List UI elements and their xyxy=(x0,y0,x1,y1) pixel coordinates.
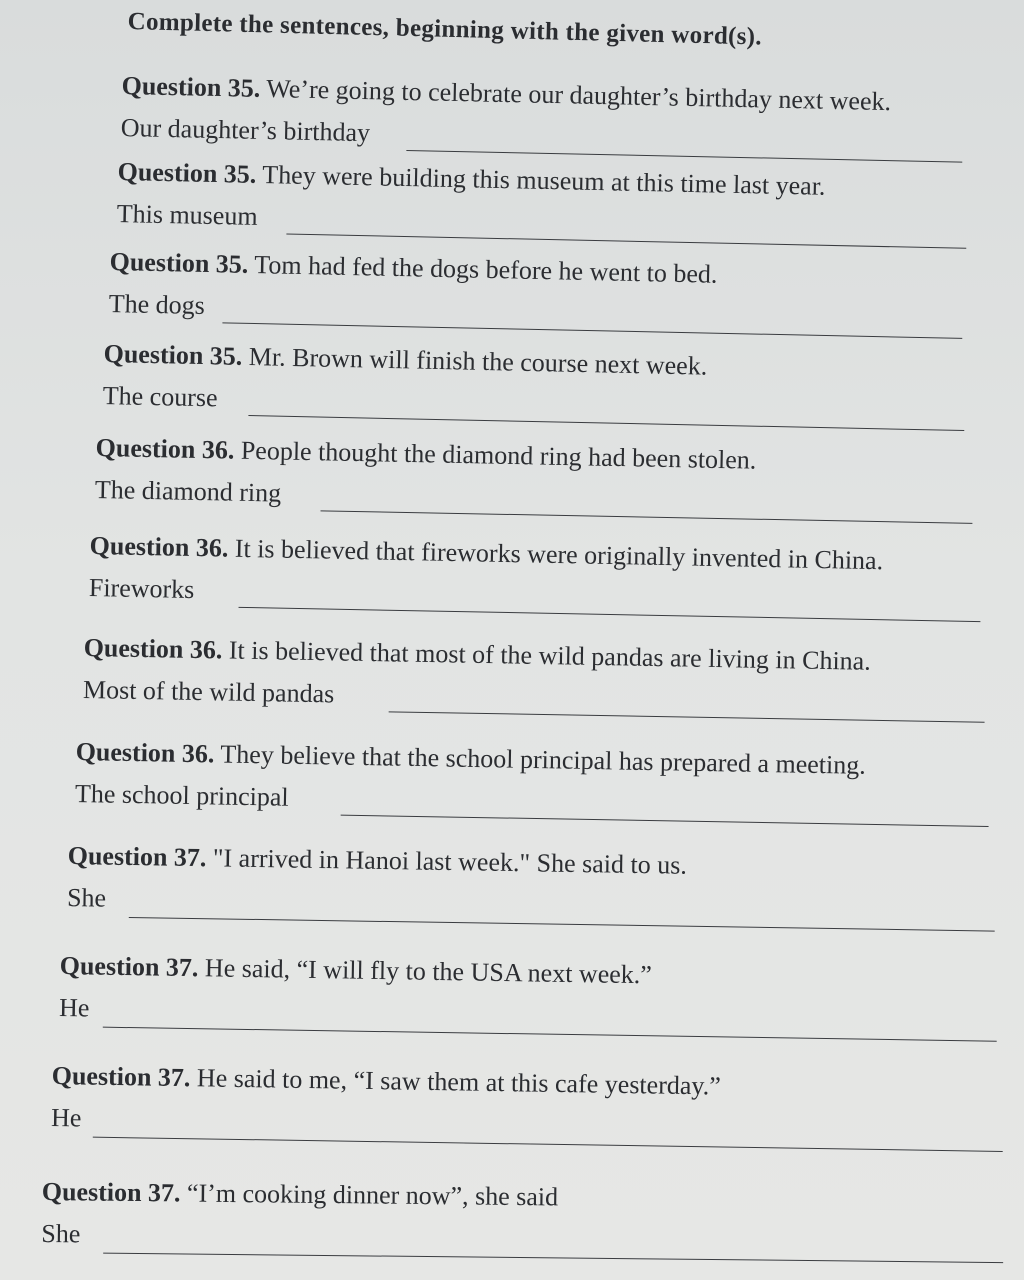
question-text: He said to me, “I saw them at this cafe yesterday.” xyxy=(196,1063,721,1101)
question-text: It is believed that fireworks were originally invented in China. xyxy=(234,533,884,576)
question-text: He said, “I will fly to the USA next week.” xyxy=(204,953,653,990)
question-item xyxy=(67,840,687,932)
question-label: Question 37. xyxy=(67,840,207,873)
question-label: Question 37. xyxy=(59,950,199,983)
answer-blank-line[interactable] xyxy=(389,711,985,722)
question-item xyxy=(83,632,871,728)
question-text: They were building this museum at this time last year. xyxy=(262,160,826,201)
question-item xyxy=(59,950,652,1041)
answer-row xyxy=(59,988,652,1041)
question-item xyxy=(116,156,826,253)
answer-row xyxy=(94,470,755,527)
question-prompt xyxy=(109,246,717,291)
question-label: Question 35. xyxy=(121,70,261,103)
answer-row xyxy=(67,878,687,932)
question-text: “I’m cooking dinner now”, she said xyxy=(186,1178,559,1212)
answer-row xyxy=(88,568,882,627)
answer-row xyxy=(51,1098,721,1153)
answer-blank-line[interactable] xyxy=(239,607,981,622)
question-label: Question 36. xyxy=(95,432,235,465)
question-prompt xyxy=(67,840,687,882)
answer-row xyxy=(102,376,707,433)
instruction-heading: Complete the sentences, beginning with the given word(s). xyxy=(127,8,763,51)
question-item xyxy=(75,736,866,832)
answer-row xyxy=(83,670,871,728)
answer-blank-line[interactable] xyxy=(93,1137,1003,1152)
answer-blank-line[interactable] xyxy=(286,234,966,249)
answer-blank-line[interactable] xyxy=(129,917,995,932)
question-text: Mr. Brown will finish the course next week. xyxy=(248,342,708,381)
question-text: It is believed that most of the wild pandas are living in China. xyxy=(228,635,871,676)
question-label: Question 35. xyxy=(103,338,243,371)
answer-row xyxy=(116,194,825,253)
question-text: They believe that the school principal has prepared a meeting. xyxy=(220,739,867,780)
question-item xyxy=(120,70,891,168)
answer-blank-line[interactable] xyxy=(103,1027,997,1042)
answer-stem: Most of the wild pandas xyxy=(82,674,335,709)
question-label: Question 35. xyxy=(109,246,249,279)
answer-stem: He xyxy=(58,992,90,1023)
question-label: Question 37. xyxy=(41,1177,181,1208)
answer-stem: The school principal xyxy=(74,778,289,812)
answer-stem: She xyxy=(66,882,107,913)
answer-blank-line[interactable] xyxy=(248,415,964,431)
question-item xyxy=(88,530,883,627)
question-item xyxy=(102,338,707,433)
answer-stem: He xyxy=(50,1102,82,1133)
question-text: We’re going to celebrate our daughter’s birthday next week. xyxy=(266,74,892,117)
answer-row xyxy=(108,284,717,341)
answer-stem: Fireworks xyxy=(88,572,195,605)
question-prompt xyxy=(103,338,707,383)
answer-row xyxy=(41,1214,558,1263)
answer-stem: This museum xyxy=(116,198,258,231)
question-text: "I arrived in Hanoi last week." She said to us. xyxy=(212,843,688,880)
answer-stem: She xyxy=(41,1218,81,1249)
answer-blank-line[interactable] xyxy=(321,510,973,524)
answer-stem: Our daughter’s birthday xyxy=(120,112,371,148)
answer-stem: The dogs xyxy=(108,288,206,320)
question-prompt xyxy=(95,432,756,477)
answer-blank-line[interactable] xyxy=(406,150,962,163)
question-text: Tom had fed the dogs before he went to bed. xyxy=(254,250,718,289)
question-label: Question 37. xyxy=(51,1060,191,1093)
question-label: Question 36. xyxy=(75,736,215,769)
question-text: People thought the diamond ring had been stolen. xyxy=(240,435,757,475)
question-item xyxy=(41,1176,558,1263)
answer-blank-line[interactable] xyxy=(341,815,989,827)
answer-stem: The diamond ring xyxy=(94,474,282,508)
question-label: Question 36. xyxy=(89,530,229,563)
answer-blank-line[interactable] xyxy=(222,322,962,338)
answer-blank-line[interactable] xyxy=(103,1253,1003,1263)
question-item xyxy=(51,1060,721,1152)
question-prompt xyxy=(59,950,652,991)
question-prompt xyxy=(83,632,871,678)
question-prompt xyxy=(75,736,866,782)
question-label: Question 36. xyxy=(83,632,223,665)
question-item xyxy=(108,246,717,341)
question-prompt xyxy=(51,1060,720,1103)
answer-row xyxy=(75,774,866,832)
question-item xyxy=(94,432,756,527)
question-label: Question 35. xyxy=(117,156,257,189)
question-prompt xyxy=(42,1176,559,1213)
answer-stem: The course xyxy=(102,380,218,413)
